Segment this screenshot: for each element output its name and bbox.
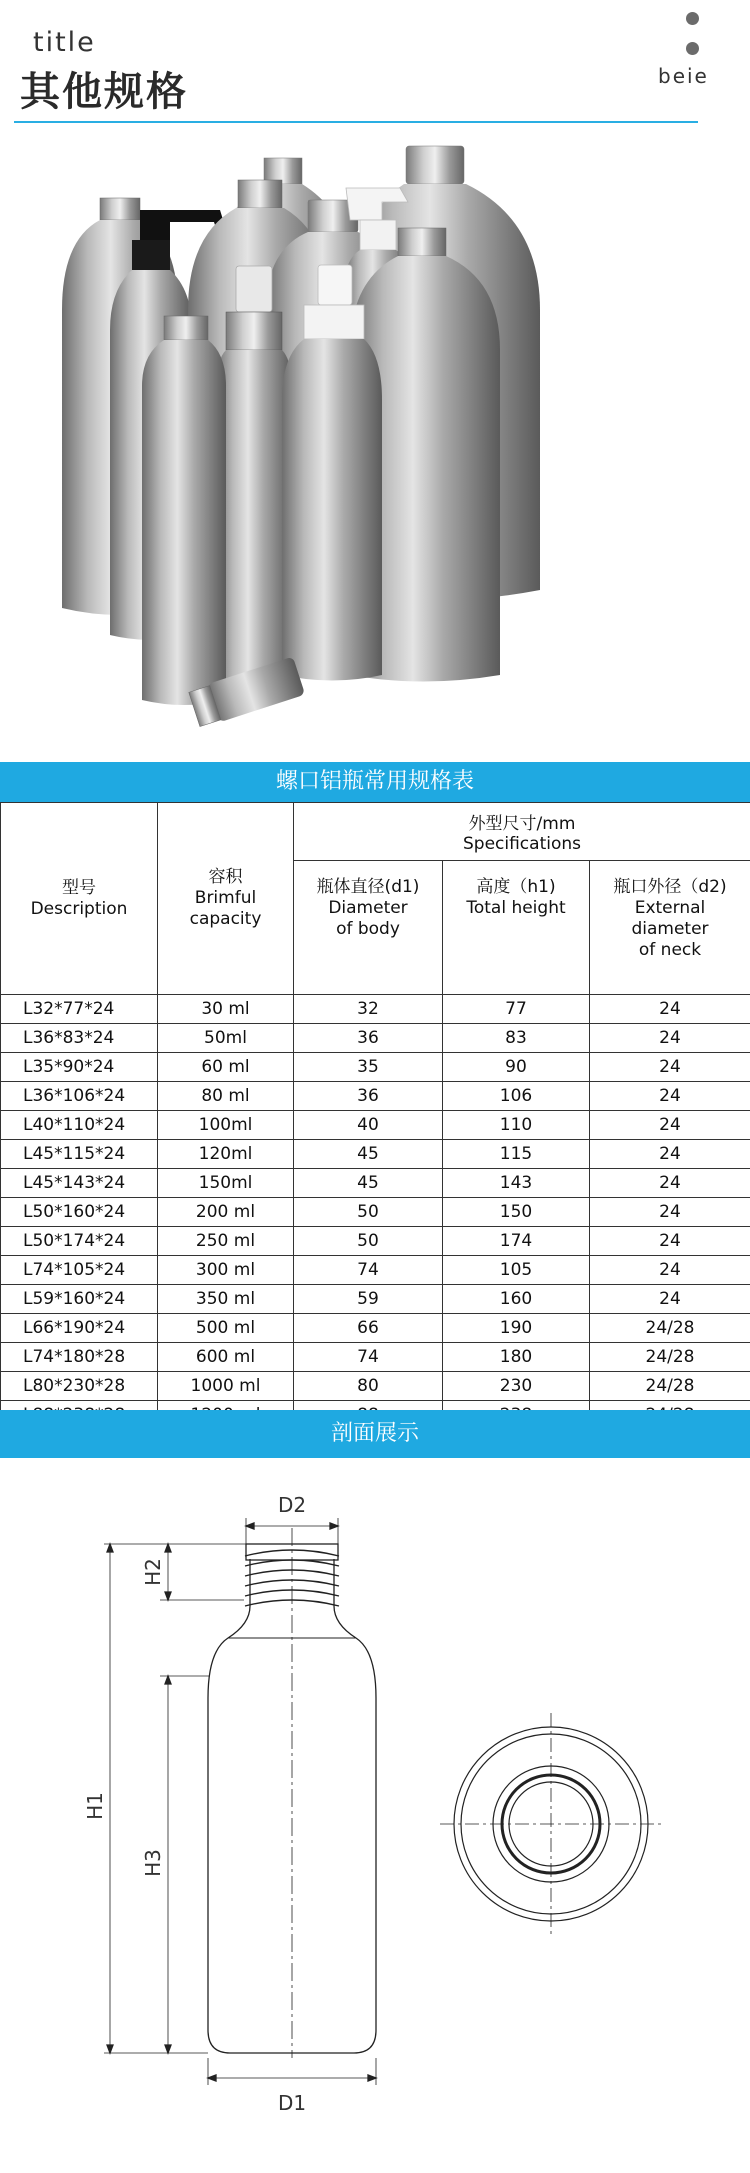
label-h3: H3 [141,1849,165,1877]
spec-table-caption: 螺口铝瓶常用规格表 [0,762,750,802]
table-cell: L59*160*24 [1,1285,158,1314]
table-cell: 24 [590,995,750,1024]
table-cell: L32*77*24 [1,995,158,1024]
label-h2: H2 [141,1558,165,1586]
brand-label: beie [658,64,709,88]
table-row [1,1169,750,1198]
header-divider [14,121,698,123]
table-cell: L74*180*28 [1,1343,158,1372]
table-cell: 24/28 [590,1314,750,1343]
table-row [1,1024,750,1053]
table-cell: 120ml [158,1140,294,1169]
table-cell: 24 [590,1053,750,1082]
table-cell: 24 [590,1024,750,1053]
table-cell: 180 [443,1343,590,1372]
table-cell: 36 [294,1082,443,1111]
table-cell: L45*115*24 [1,1140,158,1169]
table-cell: 24 [590,1140,750,1169]
table-row [1,1285,750,1314]
table-cell: L66*190*24 [1,1314,158,1343]
table-row [1,1111,750,1140]
table-row [1,1343,750,1372]
header-text: capacity [189,909,262,929]
table-cell: L50*160*24 [1,1198,158,1227]
table-cell: L80*230*28 [1,1372,158,1401]
label-d1: D1 [277,2091,307,2115]
decor-dot [686,12,699,25]
section-title-bar: 剖面展示 [0,1410,750,1458]
table-cell: 110 [443,1111,590,1140]
table-cell: 24 [590,1285,750,1314]
table-cell: 1000 ml [158,1372,294,1401]
table-cell: 24 [590,1256,750,1285]
header-text: 型号 [62,877,96,898]
header-text: Brimful [194,888,257,908]
header-text: 高度（h1) [476,877,556,897]
header-text: diameter [631,919,709,939]
table-cell: L45*143*24 [1,1169,158,1198]
table-cell: 24/28 [590,1372,750,1401]
table-cell: 36 [294,1024,443,1053]
header-text: of body [336,919,400,939]
label-h1: H1 [83,1792,107,1820]
table-cell: 150ml [158,1169,294,1198]
table-cell: 40 [294,1111,443,1140]
table-cell: 50 [294,1198,443,1227]
label-d2: D2 [277,1493,307,1517]
header-text: 容积 [208,867,243,887]
table-row [1,1082,750,1111]
table-cell: 90 [443,1053,590,1082]
table-cell: 160 [443,1285,590,1314]
table-cell: L74*105*24 [1,1256,158,1285]
table-cell: 59 [294,1285,443,1314]
column-header-neck-diameter [590,861,750,995]
table-cell: 174 [443,1227,590,1256]
column-header-body-diameter [294,861,443,995]
table-cell: 80 [294,1372,443,1401]
table-cell: 200 ml [158,1198,294,1227]
table-cell: 50ml [158,1024,294,1053]
header-text: 瓶体直径(d1) [316,877,420,897]
table-cell: 45 [294,1169,443,1198]
table-row [1,1198,750,1227]
table-row [1,1140,750,1169]
table-row [1,1372,750,1401]
bottle [216,266,292,685]
table-cell: 150 [443,1198,590,1227]
table-cell: 500 ml [158,1314,294,1343]
column-header-capacity [158,803,294,995]
header-text: Specifications [462,834,581,854]
title-english: title [33,27,96,58]
top-view [440,1713,662,1935]
table-cell: 24 [590,1227,750,1256]
table-cell: 600 ml [158,1343,294,1372]
table-cell: 35 [294,1053,443,1082]
table-cell: 250 ml [158,1227,294,1256]
table-cell: 24 [590,1082,750,1111]
table-row [1,995,750,1024]
product-photo [60,140,690,760]
table-cell: 77 [443,995,590,1024]
table-cell: 143 [443,1169,590,1198]
header-text: External [634,898,706,918]
header-text: Description [30,898,128,919]
decor-dot [686,42,699,55]
column-header-specifications [294,803,750,861]
table-cell: L50*174*24 [1,1227,158,1256]
table-cell: 230 [443,1372,590,1401]
table-cell: L36*83*24 [1,1024,158,1053]
header-text: 外型尺寸/mm [468,814,576,834]
column-header-total-height [443,861,590,995]
table-cell: 105 [443,1256,590,1285]
header-text: Diameter [328,898,408,918]
bottle [142,316,226,705]
table-cell: 80 ml [158,1082,294,1111]
table-cell: 350 ml [158,1285,294,1314]
table-cell: 24 [590,1169,750,1198]
header-text: of neck [638,940,702,960]
table-cell: L35*90*24 [1,1053,158,1082]
table-cell: 74 [294,1256,443,1285]
table-row [1,1053,750,1082]
table-cell: 30 ml [158,995,294,1024]
table-cell: 74 [294,1343,443,1372]
table-cell: L36*106*24 [1,1082,158,1111]
header-text: Total height [466,898,566,918]
table-row [1,1256,750,1285]
table-cell: 50 [294,1227,443,1256]
table-cell: 190 [443,1314,590,1343]
table-row [1,1227,750,1256]
table-cell: 32 [294,995,443,1024]
table-cell: 106 [443,1082,590,1111]
title-chinese: 其他规格 [20,69,188,115]
header-text: 瓶口外径（d2) [613,877,727,897]
table-cell: 24/28 [590,1343,750,1372]
table-cell: 83 [443,1024,590,1053]
table-row [1,1314,750,1343]
spec-table [0,802,750,1430]
table-cell: 66 [294,1314,443,1343]
table-cell: 24 [590,1198,750,1227]
page-header [0,0,750,125]
table-cell: L40*110*24 [1,1111,158,1140]
table-cell: 115 [443,1140,590,1169]
table-cell: 45 [294,1140,443,1169]
table-cell: 300 ml [158,1256,294,1285]
column-header-model [1,803,158,995]
table-cell: 100ml [158,1111,294,1140]
table-cell: 60 ml [158,1053,294,1082]
cross-section-drawing [0,1458,750,2173]
table-cell: 24 [590,1111,750,1140]
